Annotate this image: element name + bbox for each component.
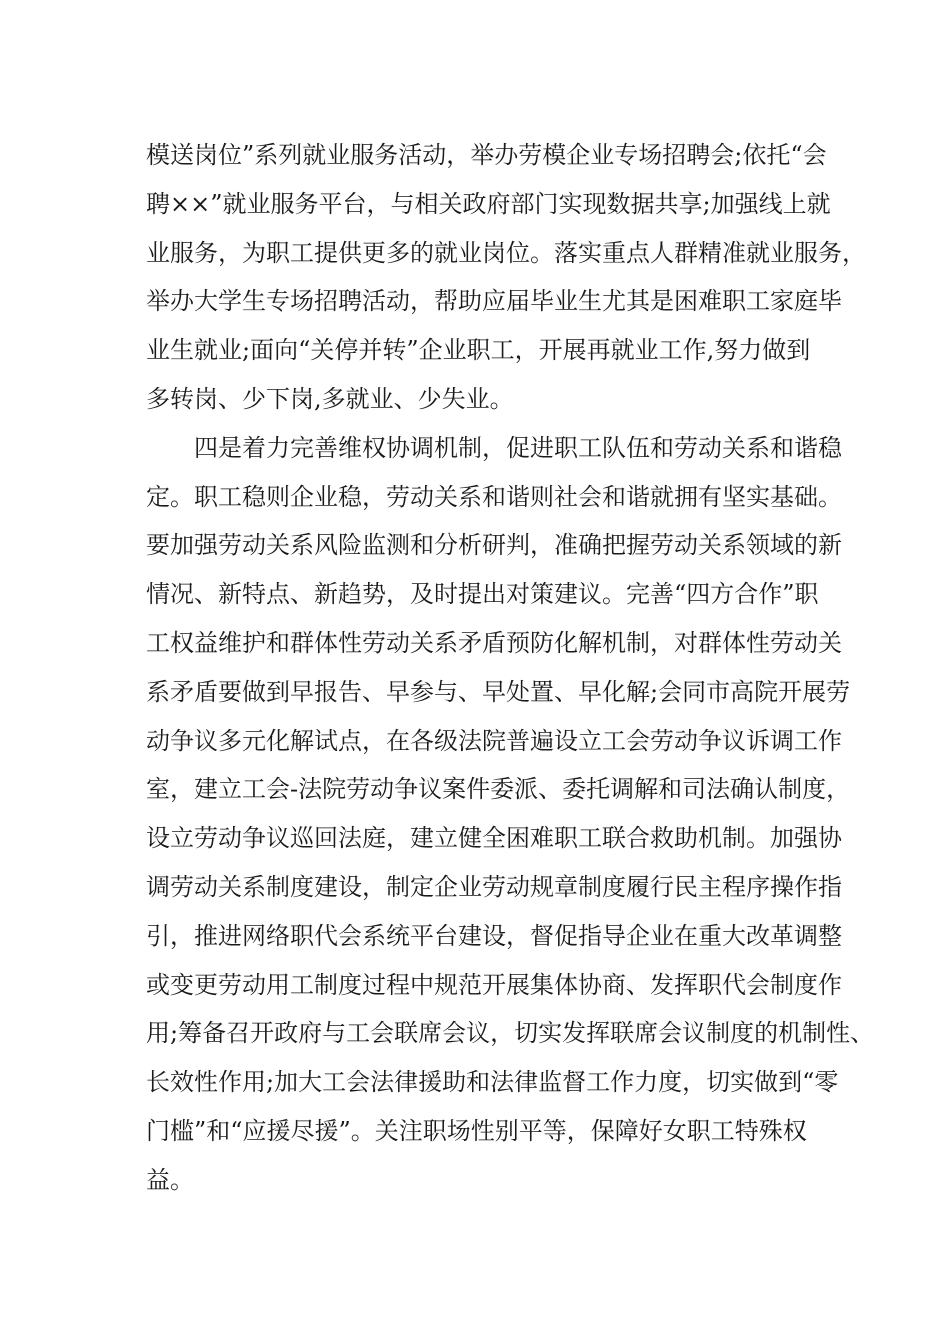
text-line: 系矛盾要做到早报告、早参与、早处置、早化解;会同市高院开展劳	[146, 677, 851, 706]
text-line: 要加强劳动关系风险监测和分析研判，准确把握劳动关系领域的新	[146, 531, 842, 560]
text-line: 多转岗、少下岗,多就业、少失业。	[146, 384, 514, 413]
text-line: 或变更劳动用工制度过程中规范开展集体协商、发挥职代会制度作	[146, 970, 842, 999]
text-line: 调劳动关系制度建设，制定企业劳动规章制度履行民主程序操作指	[146, 872, 842, 901]
text-line: 情况、新特点、新趋势，及时提出对策建议。完善“四方合作”职	[146, 580, 819, 609]
text-line: 益。	[146, 1165, 194, 1194]
text-line: 模送岗位”系列就业服务活动，举办劳模企业专场招聘会;依托“会	[146, 141, 827, 169]
text-line: 定。职工稳则企业稳，劳动关系和谐则社会和谐就拥有坚实基础。	[146, 482, 842, 511]
text-line: 业生就业;面向“关停并转”企业职工，开展再就业工作,努力做到	[146, 336, 811, 365]
text-line: 引，推进网络职代会系统平台建设，督促指导企业在重大改革调整	[146, 921, 842, 950]
body-text	[146, 131, 875, 1205]
text-line: 工权益维护和群体性劳动关系矛盾预防化解机制，对群体性劳动关	[146, 628, 842, 657]
text-line: 门槛”和“应援尽援”。关注职场性别平等，保障好女职工特殊权	[146, 1116, 807, 1145]
text-line: 动争议多元化解试点，在各级法院普遍设立工会劳动争议诉调工作	[146, 726, 842, 755]
text-line: 用;筹备召开政府与工会联席会议，切实发挥联席会议制度的机制性、	[146, 1019, 875, 1048]
text-line: 业服务，为职工提供更多的就业岗位。落实重点人群精准就业服务，	[146, 238, 866, 267]
text-line: 四是着力完善维权协调机制，促进职工队伍和劳动关系和谐稳	[146, 433, 842, 462]
text-line: 设立劳动争议巡回法庭，建立健全困难职工联合救助机制。加强协	[146, 824, 842, 853]
text-line: 长效性作用;加大工会法律援助和法律监督工作力度，切实做到“零	[146, 1068, 839, 1097]
text-line: 举办大学生专场招聘活动，帮助应届毕业生尤其是困难职工家庭毕	[146, 287, 842, 316]
text-line: 室，建立工会-法院劳动争议案件委派、委托调解和司法确认制度，	[146, 775, 851, 804]
text-line: 聘××”就业服务平台，与相关政府部门实现数据共享;加强线上就	[146, 189, 831, 218]
